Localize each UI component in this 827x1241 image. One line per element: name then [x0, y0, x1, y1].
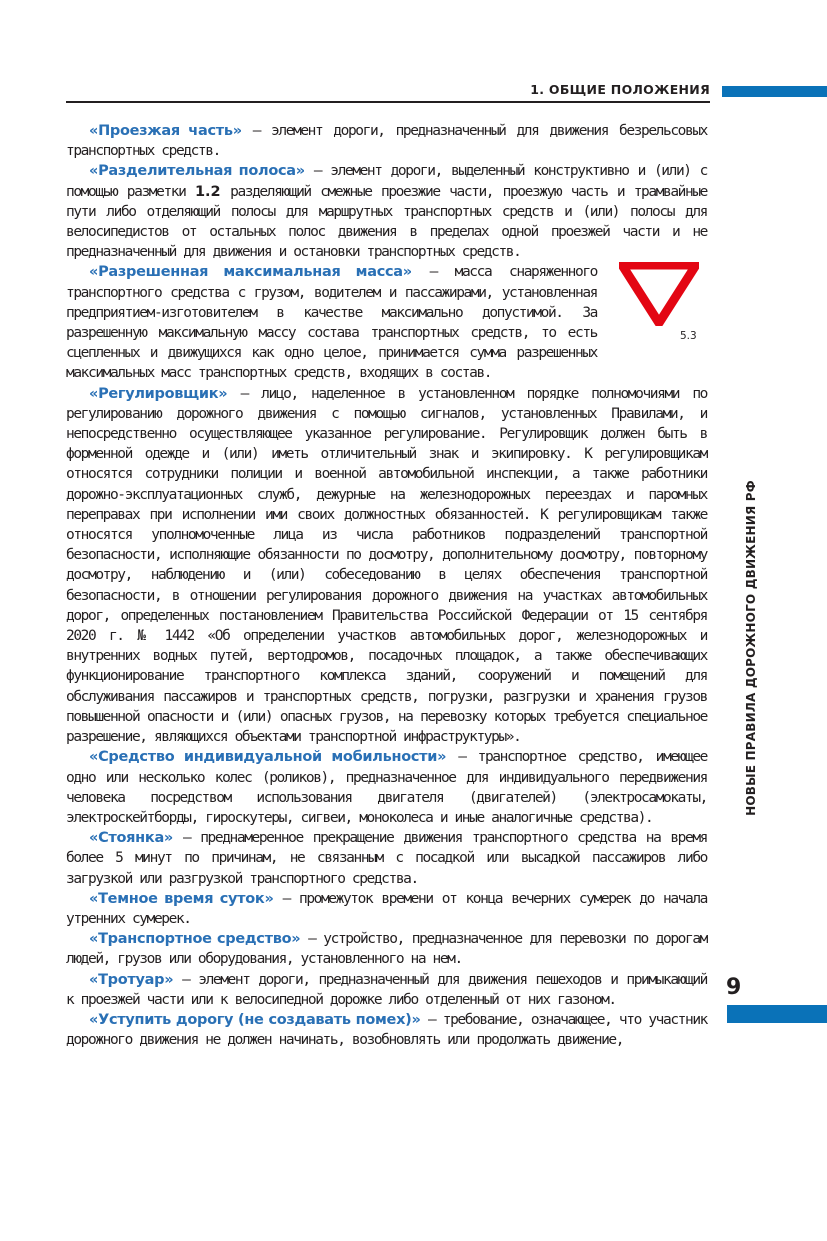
definition-paragraph [66, 889, 707, 929]
definition-paragraph [66, 1010, 707, 1050]
definition-text: — преднамеренное прекращение движения транспортного средства на время более 5 минут по причинам, не связанным с посадкой или высадкой пассажиров либо загрузкой или разгрузкой транспортного средства. [66, 830, 707, 887]
page-accent-bar [727, 1005, 827, 1023]
running-header [66, 80, 827, 102]
definition-text: — промежуток времени от конца вечерних сумерек до начала утренних сумерек. [66, 890, 707, 927]
definition-paragraph [66, 161, 707, 262]
header-accent-bar [722, 86, 827, 97]
definition-term: «Средство индивидуальной мобильности» [89, 749, 447, 766]
header-rule [66, 101, 710, 103]
definition-paragraph [66, 929, 707, 969]
definition-text: — требование, означающее, что участник дорожного движения не должен начинать, возобновлять или продолжать движение, [66, 1011, 707, 1049]
definition-paragraph [66, 262, 707, 383]
definition-term: «Уступить дорогу (не создавать помех)» [89, 1011, 421, 1028]
page-number: 9 [726, 975, 742, 1000]
yield-sign-icon [619, 262, 699, 326]
definition-text: — устройство, предназначенное для перевозки по дорогам людей, грузов или оборудования, установленного на нем. [66, 931, 707, 968]
definition-paragraph [66, 828, 707, 889]
definitions-text [66, 121, 707, 1050]
definition-text: разделяющий смежные проезжие части, проезжую часть и трамвайные пути либо отделяющий полосы для маршрутных транспортных средств и (или) полосы для велосипедистов от остальных полос движения в пределах одной проезжей части и не предназначенный для движения и остановки транспортных средств. [66, 183, 708, 261]
definition-term: «Разделительная полоса» [89, 163, 305, 180]
definition-text: — элемент дороги, предназначенный для движения пешеходов и примыкающий к проезжей части или к велосипедной дорожке либо отделенный от них газоном. [66, 971, 707, 1008]
definition-text: — элемент дороги, выделенный конструктивно и (или) с помощью разметки [66, 163, 707, 200]
definition-paragraph [66, 747, 707, 828]
section-title: 1. ОБЩИЕ ПОЛОЖЕНИЯ [530, 82, 710, 97]
definition-text: — масса снаряженного транспортного средства с грузом, водителем и пассажирами, установленная предприятием-изготовителем в качестве максимально допустимой. За разрешенную максимальную массу состава транспортных средств, то есть сцепленных и движущихся как одно целое, принимается сумма разрешенных максимальных масс транспортных средств, входящих в состав. [66, 264, 597, 382]
book-title-vertical: НОВЫЕ ПРАВИЛА ДОРОЖНОГО ДВИЖЕНИЯ РФ [744, 480, 758, 816]
definition-term: «Стоянка» [89, 830, 173, 847]
definition-text: — лицо, наделенное в установленном порядке полномочиями по регулированию дорожного движения с помощью сигналов, установленных Правилами, и непосредственно осуществляющее указанное регулирование. Регулировщик должен быть в форменной одежде и (или) иметь отличительный знак и экипировку. К регулировщикам относятся сотрудники полиции и военной автомобильной инспекции, а также работники дорожно-эксплуатационных служб, дежурные на железнодорожных переездах и паромных переправах при исполнении ими своих должностных обязанностей. К регулировщикам также относятся уполномоченные лица из числа работников подразделений транспортной безопасности, исполняющие обязанности по досмотру, дополнительному досмотру, повторному досмотру, наблюдению и (или) собеседованию в целях обеспечения транспортной безопасности, в отношении регулирования дорожного движения на участках автомобильных дорог, определенных постановлением Правительства Российской Федерации от 15 сентября 2020 г. № 1442 «Об определении участков автомобильных дорог, железнодорожных и внутренних водных путей, вертодромов, посадочных площадок, а также обеспечивающих функционирование транспортного комплекса зданий, сооружений и помещений для обслуживания пассажиров и транспортных средств, погрузки, разгрузки и хранения грузов повышенной опасности и (или) опасных грузов, на перевозку которых требуется специальное разрешение, являющихся объектами транспортной инфраструктуры». [66, 385, 707, 746]
definition-paragraph [66, 121, 707, 161]
definition-term: «Разрешенная максимальная масса» [89, 264, 412, 281]
definition-text: — транспортное средство, имеющее одно или несколько колес (роликов), предназначенное для индивидуального передвижения человека посредством использования двигателя (двигателей) (электросамокаты, электроскейтборды, гироскутеры, сигвеи, моноколеса и иные аналогичные средства). [66, 749, 707, 826]
definition-text: — элемент дороги, предназначенный для движения безрельсовых транспортных средств. [66, 123, 707, 160]
definition-paragraph [66, 384, 707, 748]
definition-term: «Темное время суток» [89, 890, 274, 907]
definition-term: «Транспортное средство» [89, 931, 301, 948]
definition-term: «Регулировщик» [89, 385, 228, 402]
road-sign-figure [605, 262, 707, 346]
definition-term: «Тротуар» [89, 971, 174, 988]
marking-reference: 1.2 [194, 183, 221, 200]
sign-label: 5.3 [680, 330, 697, 343]
definition-paragraph [66, 970, 707, 1010]
definition-term: «Проезжая часть» [89, 123, 242, 139]
